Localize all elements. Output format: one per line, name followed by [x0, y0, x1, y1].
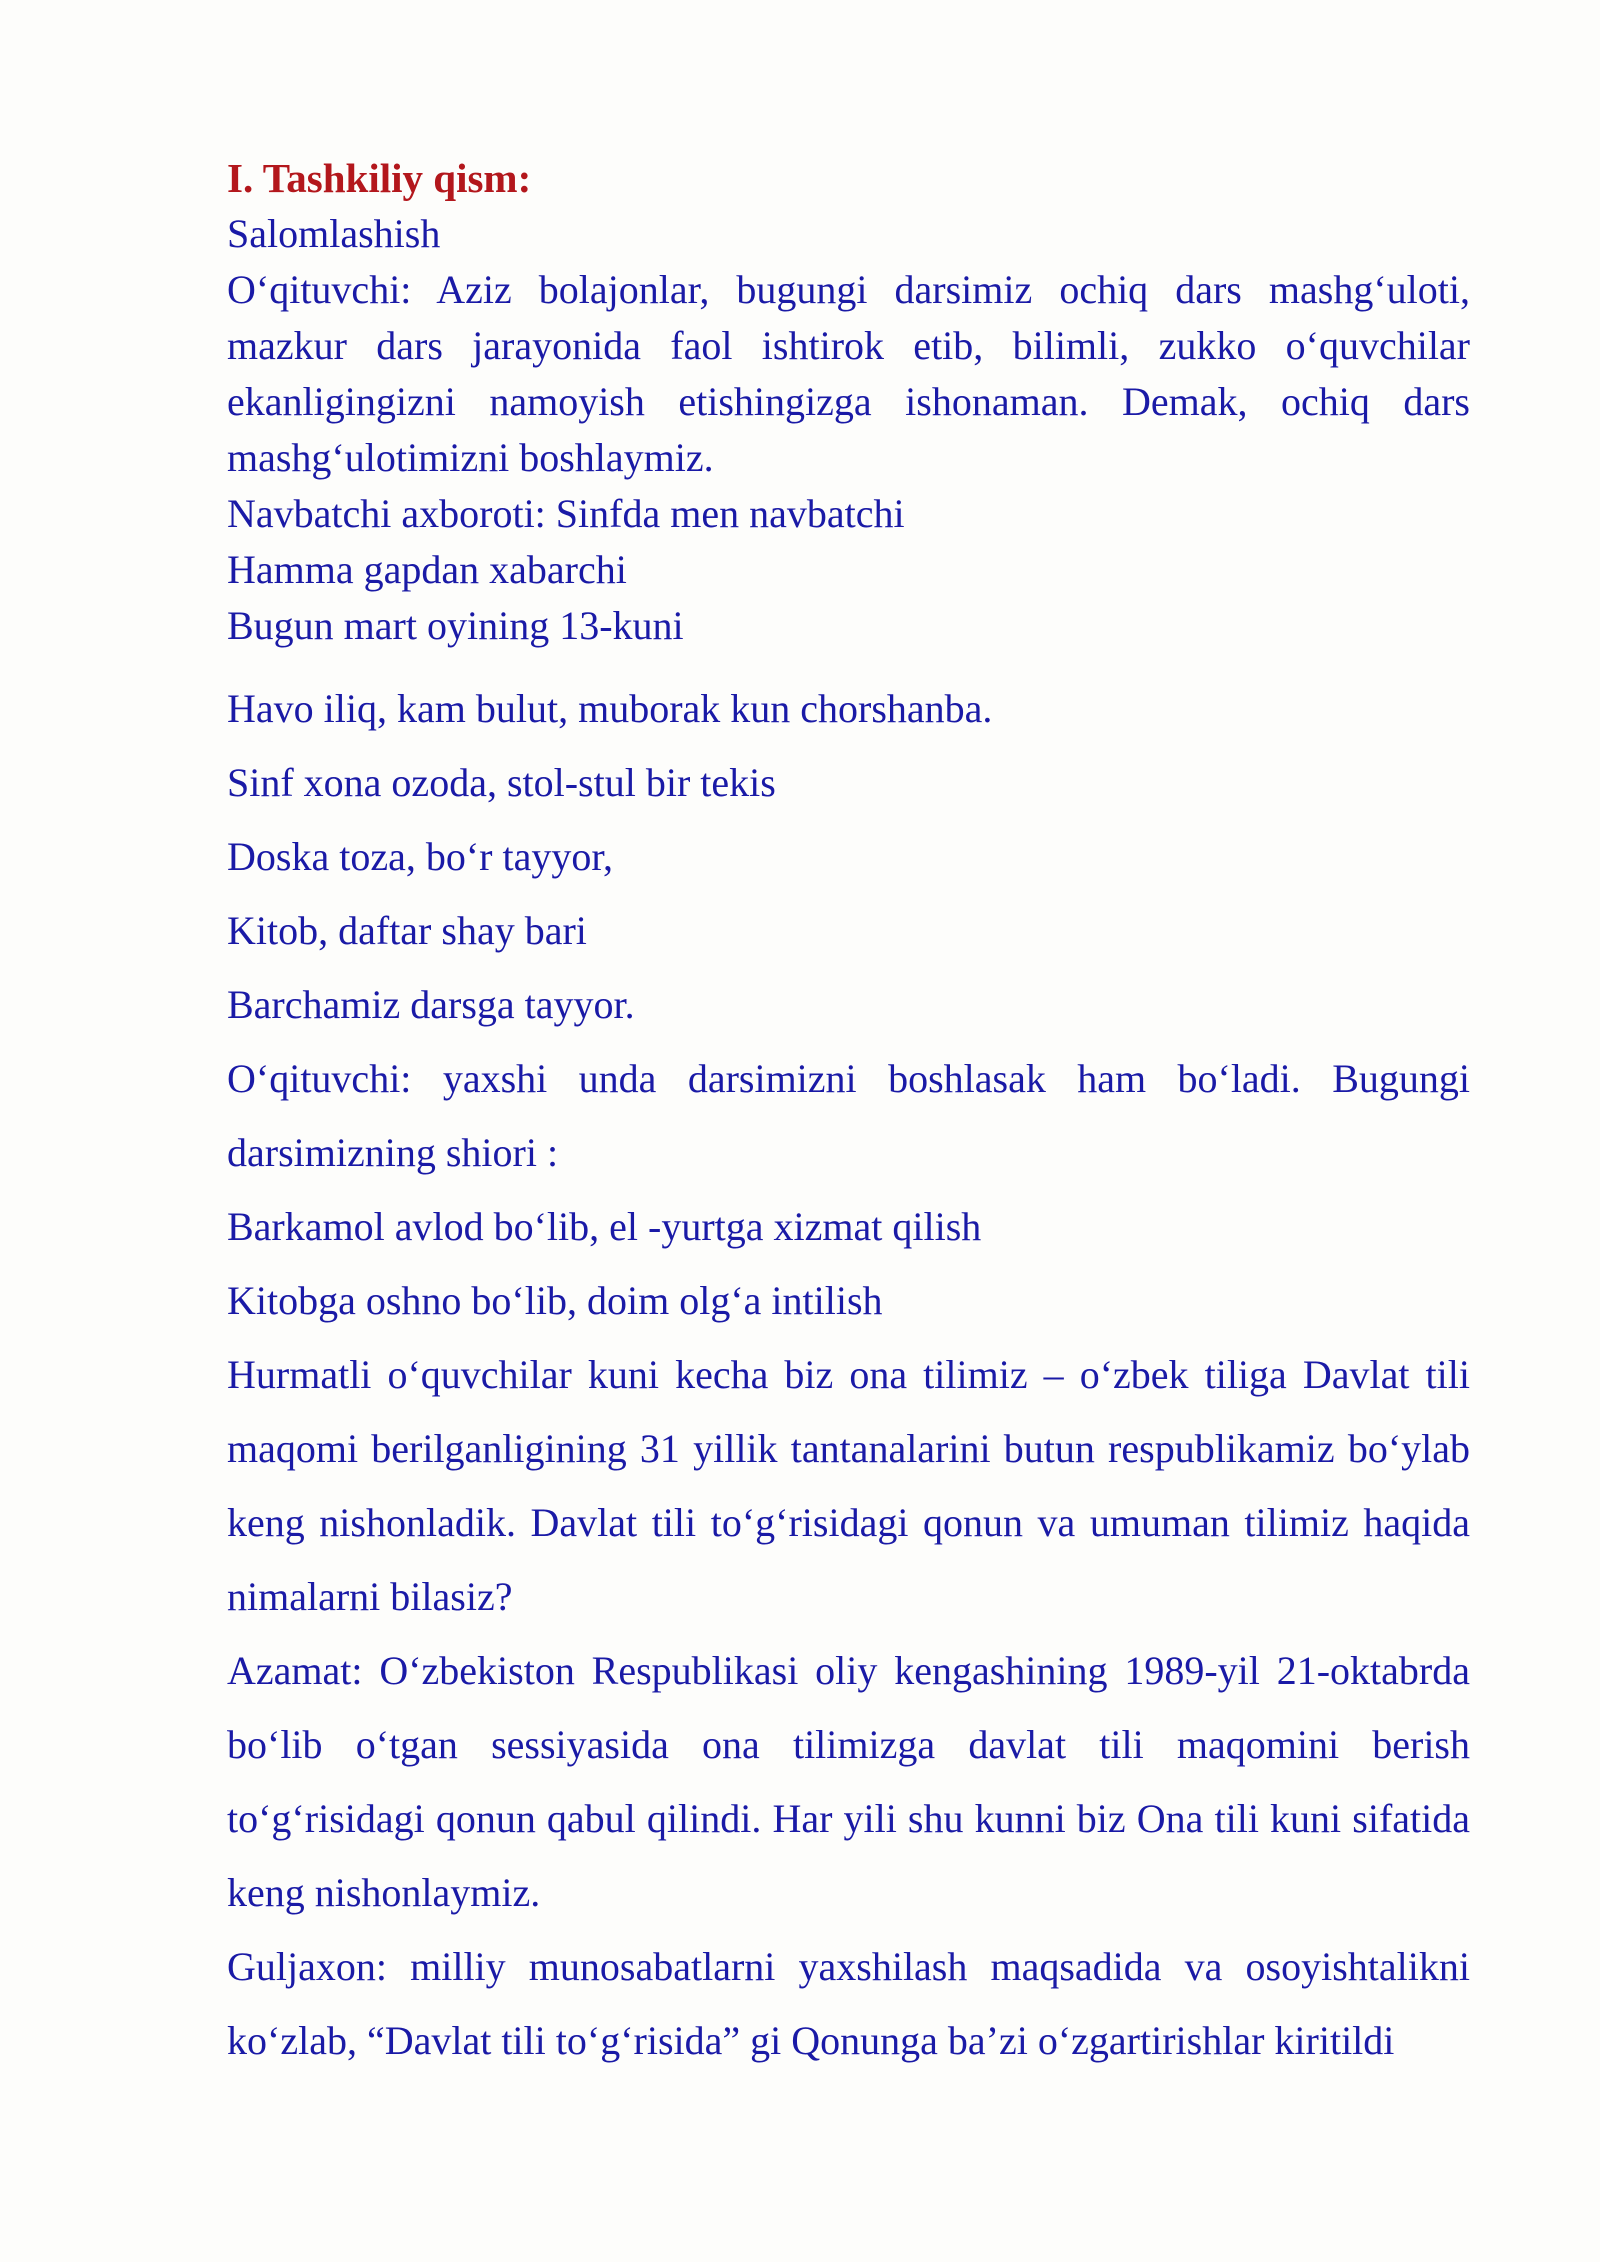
azamat-paragraph: Azamat: O‘zbekiston Respublikasi oliy kengashining 1989-yil 21-oktabrda bo‘lib o‘tgan sessiyasida ona tilimizga davlat tili maqomini berish to‘g‘risidagi qonun qabul qilindi. Har yili shu kunni biz Ona tili kuni sifatida keng nishonlaymiz. — [227, 1648, 1470, 1915]
motto-intro-paragraph: O‘qituvchi: yaxshi unda darsimizni boshlasak ham bo‘ladi. Bugungi darsimizning shiori : — [227, 1056, 1470, 1175]
poem-line: Havo iliq, kam bulut, muborak kun chorshanba. — [227, 686, 993, 731]
duty-line: Bugun mart oyining 13-kuni — [227, 603, 684, 648]
motto-line: Barkamol avlod bo‘lib, el -yurtga xizmat qilish — [227, 1204, 982, 1249]
poem-line: Sinf xona ozoda, stol-stul bir tekis — [227, 760, 776, 805]
duty-line: Navbatchi axboroti: Sinfda men navbatchi — [227, 491, 905, 536]
poem-line: Doska toza, bo‘r tayyor, — [227, 834, 614, 879]
document-page — [227, 150, 1470, 2078]
poem-line: Barchamiz darsga tayyor. — [227, 982, 635, 1027]
poem-line: Kitob, daftar shay bari — [227, 908, 587, 953]
guljaxon-paragraph: Guljaxon: milliy munosabatlarni yaxshilash maqsadida va osoyishtalikni ko‘zlab, “Davlat tili to‘g‘risida” gi Qonunga ba’zi o‘zgartirishlar kiritildi — [227, 1944, 1470, 2063]
spacer — [227, 654, 1470, 672]
question-paragraph: Hurmatli o‘quvchilar kuni kecha biz ona tilimiz – o‘zbek tiliga Davlat tili maqomi berilganligining 31 yillik tantanalarini butun respublikamiz bo‘ylab keng nishonladik. Davlat tili to‘g‘risidagi qonun va umuman tilimiz haqida nimalarni bilasiz? — [227, 1352, 1470, 1619]
section-heading: I. Tashkiliy qism: — [227, 155, 532, 201]
motto-line: Kitobga oshno bo‘lib, doim olg‘a intilish — [227, 1278, 883, 1323]
intro-paragraph: O‘qituvchi: Aziz bolajonlar, bugungi darsimiz ochiq dars mashg‘uloti, mazkur dars jarayonida faol ishtirok etib, bilimli, zukko o‘quvchilar ekanligingizni namoyish etishingizga ishonaman. Demak, ochiq dars mashg‘ulotimizni boshlaymiz. — [227, 267, 1470, 480]
greeting-line: Salomlashish — [227, 211, 441, 256]
duty-line: Hamma gapdan xabarchi — [227, 547, 627, 592]
